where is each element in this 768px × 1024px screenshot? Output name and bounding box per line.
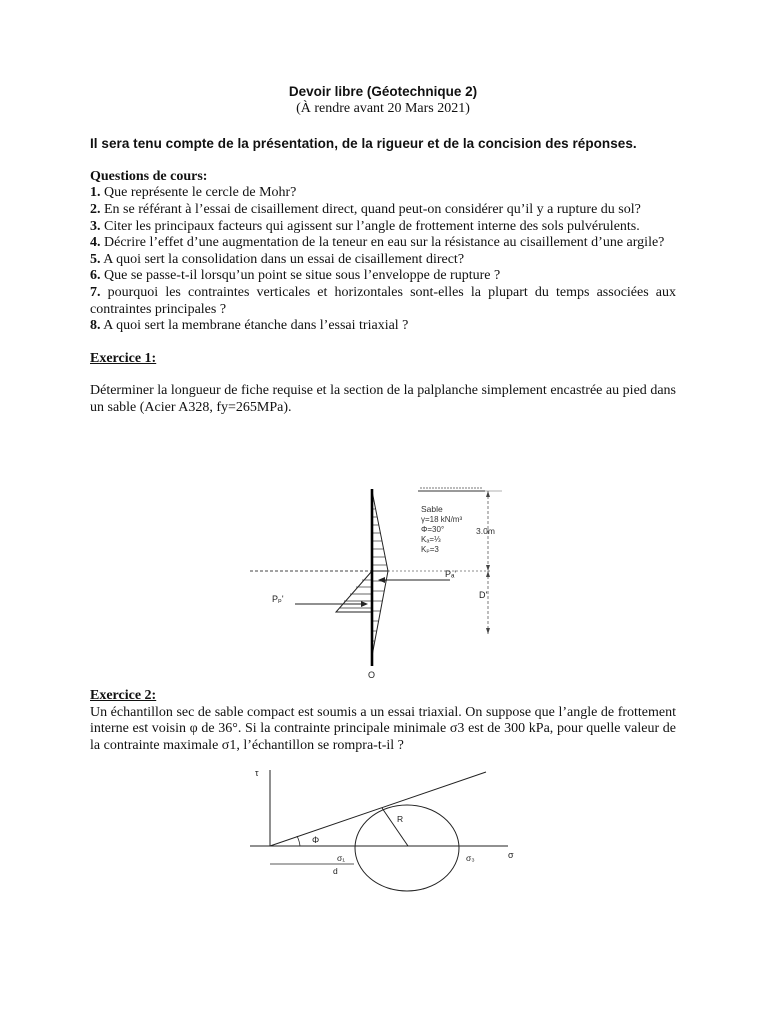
mohr-circle-diagram bbox=[250, 764, 520, 924]
d-label: D' bbox=[479, 590, 488, 600]
height-label: 3.0m bbox=[476, 526, 495, 536]
question-number: 6. bbox=[90, 268, 101, 284]
d-label: d bbox=[333, 866, 338, 876]
sigma-label: σ bbox=[508, 850, 514, 860]
question-text: Que se passe-t-il lorsqu’un point se situe sous l’enveloppe de rupture ? bbox=[104, 268, 501, 284]
ka-label: Kₐ=⅓ bbox=[421, 535, 441, 544]
list-item bbox=[90, 185, 676, 202]
document-page bbox=[90, 84, 676, 417]
list-item bbox=[90, 252, 676, 269]
question-text: pourquoi les contraintes verticales et horizontales sont-elles la plupart du temps associées aux contraintes principales ? bbox=[90, 284, 677, 317]
list-item bbox=[90, 235, 676, 252]
question-number: 4. bbox=[90, 235, 101, 251]
sheet-pile-diagram bbox=[240, 484, 530, 684]
page-subtitle: (À rendre avant 20 Mars 2021) bbox=[296, 100, 470, 116]
kp-label: Kₚ=3 bbox=[421, 545, 439, 554]
exercise1-heading: Exercice 1: bbox=[90, 350, 157, 366]
question-number: 8. bbox=[90, 318, 101, 334]
o-label: O bbox=[368, 670, 376, 680]
list-item bbox=[90, 318, 676, 335]
list-item bbox=[90, 219, 676, 236]
exercise2-text: Un échantillon sec de sable compact est soumis a un essai triaxial. On suppose que l’angle de frottement interne est voisin φ de 36°. Si la contrainte principale minimale σ3 est de 300 kPa, pour quelle valeur de la contrainte maximale σ1, l’échantillon se rompra-t-il ? bbox=[90, 704, 676, 753]
question-number: 3. bbox=[90, 218, 101, 234]
questions-heading: Questions de cours: bbox=[90, 168, 208, 184]
soil-label: Sable bbox=[421, 504, 443, 514]
page-title: Devoir libre (Géotechnique 2) bbox=[288, 84, 478, 99]
pa-label: Pₐ' bbox=[445, 569, 457, 579]
list-item bbox=[90, 285, 676, 318]
question-number: 5. bbox=[90, 251, 101, 267]
question-number: 2. bbox=[90, 201, 101, 217]
question-number: 1. bbox=[90, 185, 101, 201]
question-text: Que représente le cercle de Mohr? bbox=[104, 185, 297, 201]
list-item bbox=[90, 268, 676, 285]
radius-label: R bbox=[397, 814, 404, 824]
list-item bbox=[90, 202, 676, 219]
question-number: 7. bbox=[90, 284, 101, 300]
question-text: En se référant à l’essai de cisaillement direct, quand peut-on considérer qu’il y a rupture du sol? bbox=[104, 201, 641, 217]
exercise2-heading: Exercice 2: bbox=[90, 688, 157, 703]
question-text: Citer les principaux facteurs qui agissent sur l’angle de frottement interne des sols pulvérulents. bbox=[104, 218, 640, 234]
friction-angle-label: Φ=30° bbox=[421, 525, 445, 534]
questions-list bbox=[90, 185, 676, 334]
question-text: Décrire l’effet d’une augmentation de la teneur en eau sur la résistance au cisaillement d’une argile? bbox=[104, 235, 665, 251]
tau-label: τ bbox=[255, 768, 259, 778]
exercise2-block bbox=[90, 688, 676, 754]
exercise1-text: Déterminer la longueur de fiche requise et la section de la palplanche simplement encastrée au pied dans un sable (Acier A328, fy=265MPa). bbox=[90, 383, 676, 415]
sigma1-label: σ₁ bbox=[337, 853, 346, 863]
question-text: A quoi sert la consolidation dans un essai de cisaillement direct? bbox=[103, 251, 465, 267]
notice-text: Il sera tenu compte de la présentation, de la rigueur et de la concision des réponses. bbox=[90, 136, 637, 152]
phi-label: Φ bbox=[312, 835, 320, 845]
question-text: A quoi sert la membrane étanche dans l’essai triaxial ? bbox=[103, 318, 409, 334]
pp-label: Pₚ' bbox=[272, 594, 284, 604]
unit-weight-label: γ=18 kN/m³ bbox=[421, 515, 463, 524]
sigma3-label: σ₃ bbox=[466, 853, 475, 863]
